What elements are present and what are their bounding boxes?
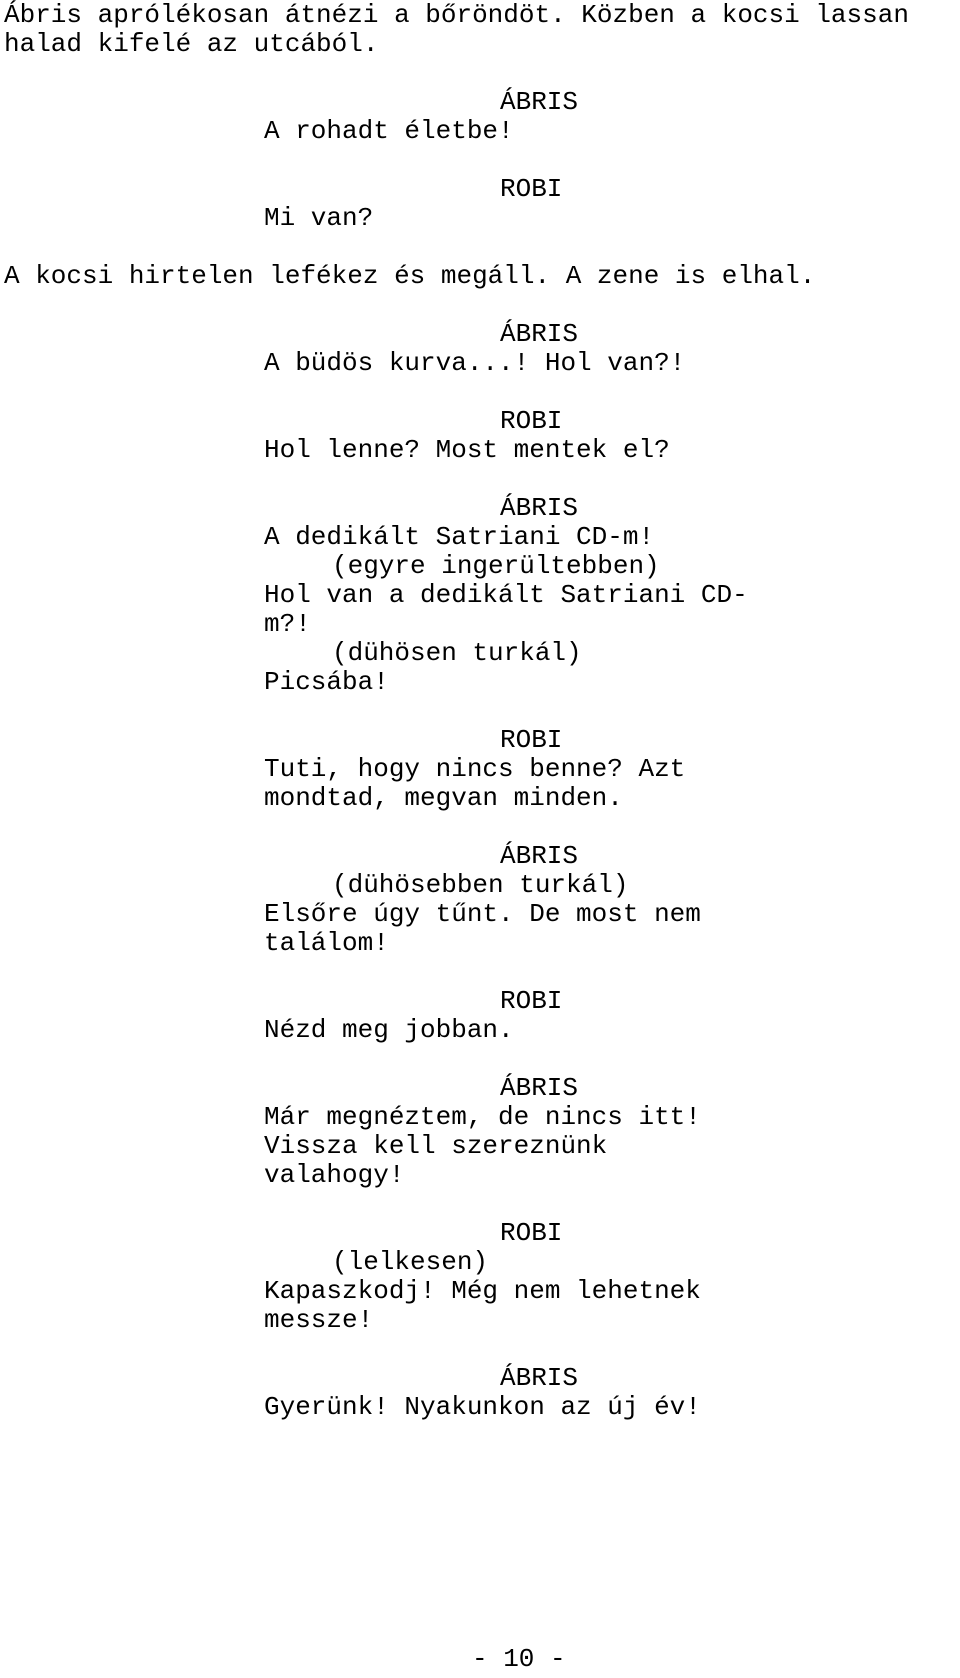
parenthetical: (dühösen turkál) <box>332 638 582 668</box>
character-cue: ÁBRIS <box>500 319 579 349</box>
parenthetical: (dühösebben turkál) <box>332 870 629 900</box>
dialogue-line: A rohadt életbe! <box>264 116 514 146</box>
dialogue-line: Kapaszkodj! Még nem lehetnek <box>264 1276 701 1306</box>
character-cue: ROBI <box>500 725 563 755</box>
dialogue-line: Hol lenne? Most mentek el? <box>264 435 670 465</box>
character-cue: ÁBRIS <box>500 1073 579 1103</box>
character-cue: ÁBRIS <box>500 1363 579 1393</box>
dialogue-line: Tuti, hogy nincs benne? Azt <box>264 754 686 784</box>
dialogue-line: mondtad, megvan minden. <box>264 783 623 813</box>
dialogue-line: A dedikált Satriani CD-m! <box>264 522 655 552</box>
dialogue-line: A büdös kurva...! Hol van?! <box>264 348 686 378</box>
character-cue: ROBI <box>500 1218 563 1248</box>
character-cue: ROBI <box>500 174 563 204</box>
dialogue-line: Hol van a dedikált Satriani CD- <box>264 580 748 610</box>
character-cue: ROBI <box>500 406 563 436</box>
action-line: Ábris aprólékosan átnézi a bőröndöt. Közben a kocsi lassan <box>4 0 909 30</box>
action-line: A kocsi hirtelen lefékez és megáll. A zene is elhal. <box>4 261 816 291</box>
dialogue-line: Gyerünk! Nyakunkon az új év! <box>264 1392 701 1422</box>
dialogue-line: találom! <box>264 928 389 958</box>
character-cue: ÁBRIS <box>500 493 579 523</box>
dialogue-line: Vissza kell szereznünk <box>264 1131 608 1161</box>
parenthetical: (lelkesen) <box>332 1247 489 1277</box>
dialogue-line: messze! <box>264 1305 374 1335</box>
page-number: - 10 - <box>472 1644 566 1674</box>
action-line: halad kifelé az utcából. <box>4 29 379 59</box>
dialogue-line: Nézd meg jobban. <box>264 1015 514 1045</box>
dialogue-line: Picsába! <box>264 667 389 697</box>
character-cue: ÁBRIS <box>500 87 579 117</box>
character-cue: ÁBRIS <box>500 841 579 871</box>
parenthetical: (egyre ingerültebben) <box>332 551 660 581</box>
character-cue: ROBI <box>500 986 563 1016</box>
dialogue-line: Már megnéztem, de nincs itt! <box>264 1102 701 1132</box>
dialogue-line: Mi van? <box>264 203 374 233</box>
dialogue-line: Elsőre úgy tűnt. De most nem <box>264 899 701 929</box>
dialogue-line: m?! <box>264 609 311 639</box>
dialogue-line: valahogy! <box>264 1160 405 1190</box>
